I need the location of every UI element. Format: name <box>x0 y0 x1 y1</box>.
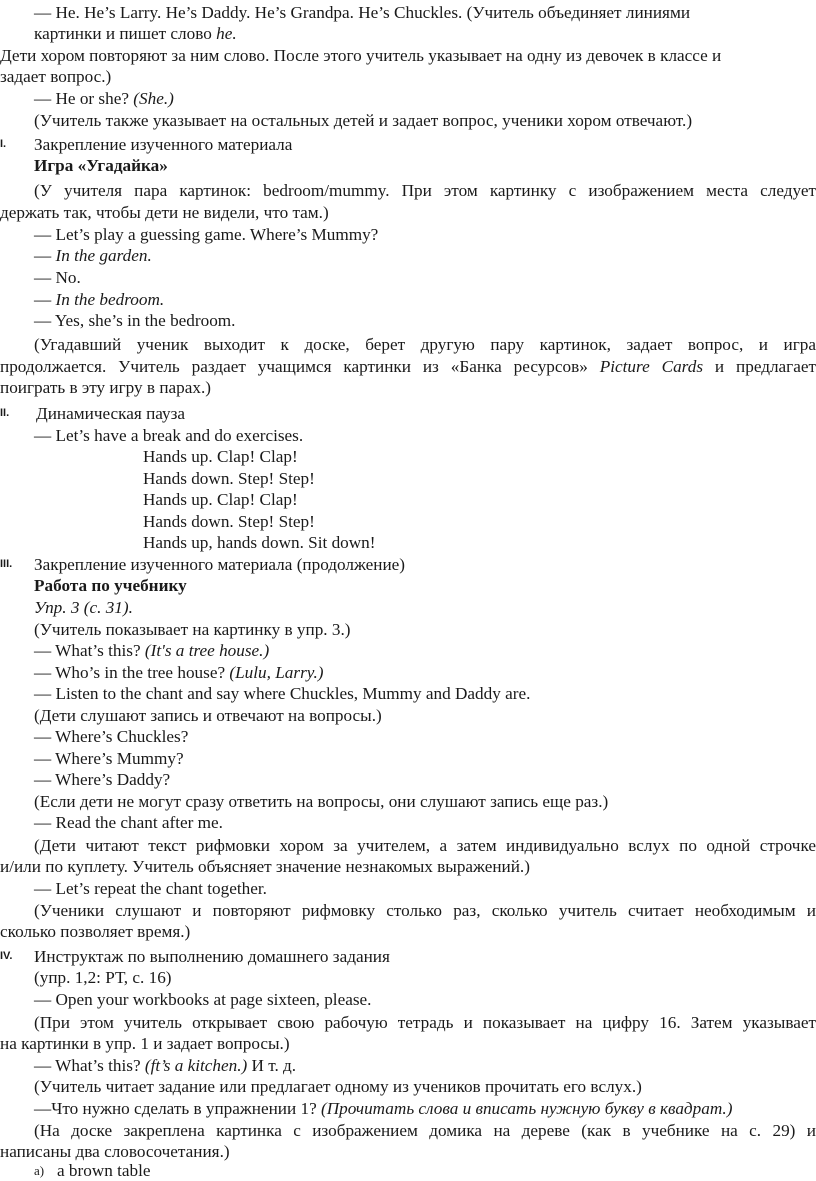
text-run: — Who’s in the tree house? <box>34 663 230 682</box>
section-title: Закрепление изученного материала (продолжение) <box>34 555 406 574</box>
text-run: и предлагает <box>703 357 816 376</box>
subheading: Игра «Угадайка» <box>34 156 168 175</box>
dialogue-line: — Read the chant after me. <box>34 813 223 832</box>
paragraph-line: (Если дети не могут сразу ответить на вопросы, они слушают запись еще раз.) <box>34 792 609 811</box>
exercise-ref: Упр. 3 (с. 31). <box>34 598 133 617</box>
italic-word: he. <box>216 24 237 43</box>
text-run: — <box>34 290 56 309</box>
dialogue-line: — Let’s play a guessing game. Where’s Mummy? <box>34 225 379 244</box>
section-title: Динамическая пауза <box>36 404 186 423</box>
dialogue-line <box>34 289 164 310</box>
dialogue-line: — Let’s have a break and do exercises. <box>34 426 304 445</box>
dialogue-line: — Where’s Chuckles? <box>34 727 189 746</box>
section-marker: III. <box>0 558 13 570</box>
paragraph-line: (Учитель читает задание или предлагает одному из учеников прочитать его вслух.) <box>34 1077 642 1096</box>
paragraph-line: Дети хором повторяют за ним слово. После этого учитель указывает на одну из девочек в классе и <box>0 46 722 65</box>
section-marker: IV. <box>0 950 13 962</box>
text-run: — He or she? <box>34 89 134 108</box>
paragraph-line: сколько позволяет время.) <box>0 922 191 941</box>
dialogue-line: — Yes, she’s in the bedroom. <box>34 311 236 330</box>
dialogue-line: — Listen to the chant and say where Chuckles, Mummy and Daddy are. <box>34 684 531 703</box>
paragraph-line: (У учителя пара картинок: bedroom/mummy. При этом картинку с изображением места следует <box>34 181 816 200</box>
paragraph-line: — He. He’s Larry. He’s Daddy. He’s Grandpa. He’s Chuckles. (Учитель объединяет линиями <box>34 3 691 22</box>
paragraph-line: (На доске закреплена картинка с изображением домика на дереве (как в учебнике на с. 29) и <box>34 1121 816 1140</box>
answer: In the bedroom. <box>55 290 165 309</box>
answer: In the garden. <box>55 246 152 265</box>
list-item: a brown table <box>57 1161 151 1180</box>
dialogue-line <box>34 640 269 661</box>
text-run: — What’s this? <box>34 1056 145 1075</box>
paragraph-line <box>34 23 237 44</box>
paragraph-line: (упр. 1,2: РТ, с. 16) <box>34 968 172 987</box>
paragraph-line: держать так, чтобы дети не видели, что там.) <box>0 203 329 222</box>
section-marker: II. <box>0 407 10 419</box>
verse-line: Hands up, hands down. Sit down! <box>143 533 376 552</box>
text-run: картинки и пишет слово <box>34 24 217 43</box>
answer: (Прочитать слова и вписать нужную букву в квадрат.) <box>321 1099 733 1118</box>
dialogue-line: — Let’s repeat the chant together. <box>34 879 267 898</box>
paragraph-line: и/или по куплету. Учитель объясняет значение незнакомых выражений.) <box>0 857 530 876</box>
answer: (She.) <box>133 89 174 108</box>
paragraph-line: (Учитель также указывает на остальных детей и задает вопрос, ученики хором отвечают.) <box>34 111 693 130</box>
dialogue-line: — Where’s Daddy? <box>34 770 171 789</box>
dialogue-line <box>34 1055 296 1076</box>
section-title: Инструктаж по выполнению домашнего задания <box>34 947 390 966</box>
dialogue-line: — Open your workbooks at page sixteen, please. <box>34 990 372 1009</box>
answer: (ft’s a kitchen.) <box>144 1056 248 1075</box>
dialogue-line: — Where’s Mummy? <box>34 749 184 768</box>
paragraph-line: (Дети слушают запись и отвечают на вопросы.) <box>34 706 382 725</box>
paragraph-line: (Угадавший ученик выходит к доске, берет другую пару картинок, задает вопрос, и игра <box>34 335 816 354</box>
text-run: —Что нужно сделать в упражнении 1? <box>34 1099 322 1118</box>
verse-line: Hands down. Step! Step! <box>143 469 315 488</box>
paragraph-line: задает вопрос.) <box>0 67 112 86</box>
paragraph-line: поиграть в эту игру в парах.) <box>0 378 212 397</box>
paragraph-line <box>0 356 816 377</box>
verse-line: Hands down. Step! Step! <box>143 512 315 531</box>
dialogue-line: — No. <box>34 268 81 287</box>
text-run: продолжается. Учитель раздает учащимся картинки из «Банка ресурсов» <box>0 357 600 376</box>
answer: (Lulu, Larry.) <box>229 663 324 682</box>
dialogue-line <box>34 1098 732 1119</box>
italic-term: Picture Cards <box>599 357 704 376</box>
dialogue-line <box>34 88 174 109</box>
verse-line: Hands up. Clap! Clap! <box>143 490 298 509</box>
list-marker: a) <box>34 1163 45 1178</box>
paragraph-line: (Учитель показывает на картинку в упр. 3.) <box>34 620 351 639</box>
section-marker: I. <box>0 138 7 150</box>
answer: (It's a tree house.) <box>144 641 270 660</box>
text-run: — <box>34 246 56 265</box>
verse-line: Hands up. Clap! Clap! <box>143 447 298 466</box>
paragraph-line: на картинки в упр. 1 и задает вопросы.) <box>0 1034 290 1053</box>
dialogue-line <box>34 662 323 683</box>
dialogue-line <box>34 245 152 266</box>
text-run: — What’s this? <box>34 641 145 660</box>
paragraph-line: (Дети читают текст рифмовки хором за учителем, а затем индивидуально вслух по одной строчке <box>34 836 816 855</box>
text-run: И т. д. <box>247 1056 297 1075</box>
subheading: Работа по учебнику <box>34 576 187 595</box>
paragraph-line: (Ученики слушают и повторяют рифмовку столько раз, сколько учитель считает необходимым и <box>34 901 816 920</box>
paragraph-line: (При этом учитель открывает свою рабочую тетрадь и показывает на цифру 16. Затем указывает <box>34 1013 816 1032</box>
paragraph-line: написаны два словосочетания.) <box>0 1142 230 1161</box>
section-title: Закрепление изученного материала <box>34 135 293 154</box>
